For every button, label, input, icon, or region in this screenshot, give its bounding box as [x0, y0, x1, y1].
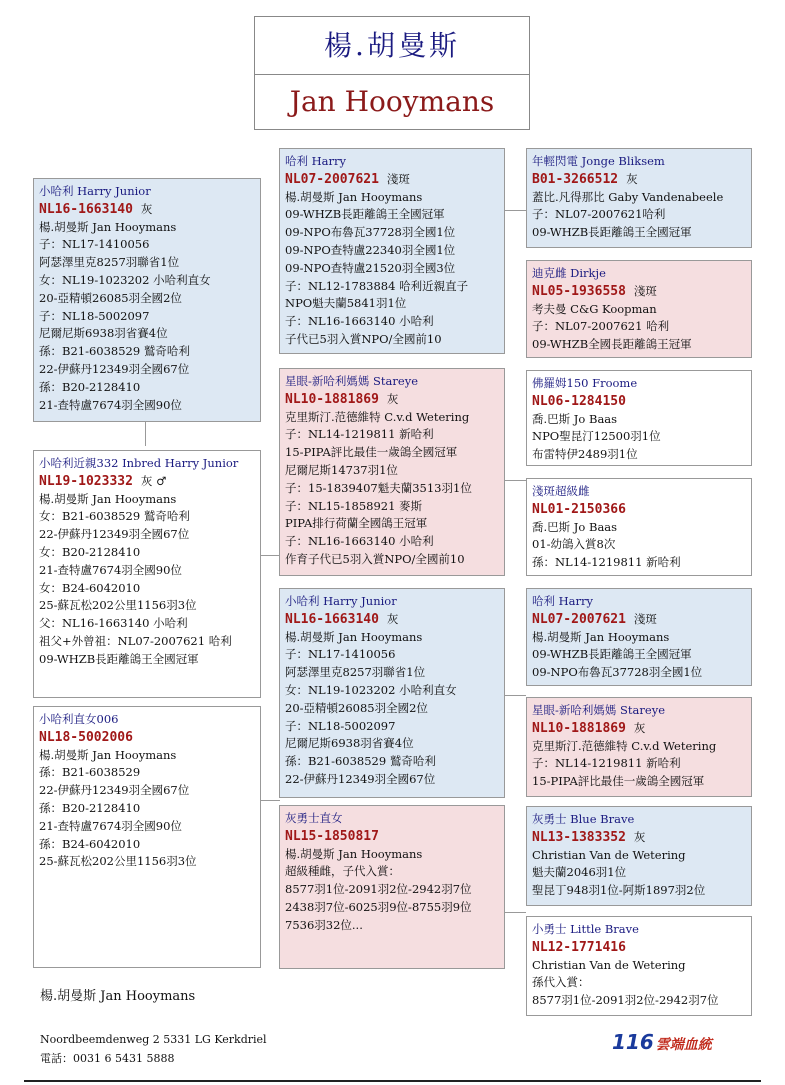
pedigree-card [33, 450, 261, 698]
card-detail-line: 子：NL12-1783884 哈利近親直子 [285, 278, 469, 293]
pedigree-card [526, 916, 752, 1016]
card-detail-line: 子：NL18-5002097 [39, 308, 150, 323]
bird-name: 星眼-新哈利媽媽 Stareye [285, 374, 419, 388]
connector-line [504, 912, 526, 913]
card-detail-line: NPO聖昆汀12500羽1位 [532, 429, 661, 444]
card-detail-line: 女：B20-2128410 [39, 544, 141, 559]
card-detail-line: 楊.胡曼斯 Jan Hooymans [532, 629, 670, 644]
card-detail-line: 子代已5羽入賞NPO/全國前10 [285, 331, 442, 346]
pedigree-card [279, 148, 505, 354]
card-detail-line: 子：NL17-1410056 [285, 647, 396, 662]
ring-number: NL15-1850817 [285, 828, 379, 844]
pedigree-card [526, 806, 752, 906]
address: Noordbeemdenweg 2 5331 LG Kerkdriel [40, 1033, 267, 1046]
card-detail-line: Christian Van de Wetering [532, 847, 686, 862]
bird-name: 年輕閃電 Jonge Bliksem [532, 154, 665, 168]
plumage-color: 灰 [626, 171, 638, 186]
ring-number: NL13-1383352 [532, 829, 626, 845]
bird-name: 小哈利直女006 [39, 712, 119, 726]
card-detail-line: 子：NL18-5002097 [285, 718, 396, 733]
pedigree-card [526, 148, 752, 248]
card-detail-line: 子：NL16-1663140 小哈利 [285, 534, 434, 549]
card-detail-line: 09-WHZB長距離鴿王全國冠軍 [532, 647, 692, 662]
plumage-color: 灰 [633, 829, 646, 844]
plumage-color: 灰 [140, 201, 153, 216]
bird-name: 星眼-新哈利媽媽 Stareye [532, 703, 666, 717]
card-detail-line: 22-伊蘇丹12349羽全國67位 [39, 361, 190, 376]
pedigree-card [279, 368, 505, 576]
ring-number: NL06-1284150 [532, 393, 626, 409]
ring-number: NL10-1881869 [532, 720, 626, 736]
card-detail-line: 楊.胡曼斯 Jan Hooymans [285, 629, 423, 644]
bird-name: 哈利 Harry [285, 154, 347, 168]
owner-name: 楊.胡曼斯 Jan Hooymans [40, 989, 196, 1004]
card-detail-line: 聖昆丁948羽1位-阿斯1897羽2位 [532, 883, 706, 898]
pedigree-card [526, 697, 752, 797]
bird-name: 淺斑超級雌 [532, 484, 590, 498]
card-detail-line: 21-查特盧7674羽全國90位 [39, 562, 182, 577]
logo-number: 116 [612, 1030, 654, 1054]
pedigree-card [279, 805, 505, 969]
card-detail-line: 魁夫蘭2046羽1位 [532, 865, 627, 880]
card-detail-line: 尼爾尼斯14737羽1位 [285, 462, 398, 477]
card-detail-line: 子：NL15-1858921 麥斯 [285, 498, 423, 513]
pedigree-card [526, 260, 752, 358]
card-detail-line: 楊.胡曼斯 Jan Hooymans [39, 747, 177, 762]
card-detail-line: 蓋比.凡得那比 Gaby Vandenabeele [532, 189, 724, 204]
connector-line [504, 480, 526, 481]
card-detail-line: 15-PIPA評比最佳一歲鴿全國冠軍 [532, 774, 705, 789]
card-detail-line: 09-WHZB長距離鴿王全國冠軍 [532, 225, 692, 240]
pedigree-card [279, 588, 505, 798]
card-detail-line: 8577羽1位-2091羽2位-2942羽7位 [285, 882, 472, 897]
ring-number: NL12-1771416 [532, 939, 626, 955]
ring-number: NL18-5002006 [39, 729, 133, 745]
card-detail-line: 布雷特伊2489羽1位 [532, 447, 638, 462]
card-detail-line: 01-幼鴿入賞8次 [532, 537, 616, 552]
ring-number: NL10-1881869 [285, 391, 379, 407]
card-detail-line: 子：NL16-1663140 小哈利 [285, 314, 434, 329]
card-detail-line: 尼爾尼斯6938羽省賽4位 [285, 736, 414, 751]
pedigree-card [33, 706, 261, 968]
bird-name: 灰勇士直女 [285, 811, 343, 825]
logo-text: 雲端血統 [655, 1037, 712, 1053]
ring-number: NL07-2007621 [532, 611, 626, 627]
connector-line [145, 418, 146, 446]
card-detail-line: 2438羽7位-6025羽9位-8755羽9位 [285, 899, 472, 914]
card-detail-line: 09-WHZB長距離鴿王全國冠軍 [285, 207, 445, 222]
card-detail-line: 祖父+外曾祖：NL07-2007621 哈利 [39, 633, 232, 648]
card-detail-line: 8577羽1位-2091羽2位-2942羽7位 [532, 993, 719, 1008]
plumage-color: 淺斑 [633, 611, 657, 626]
phone: 電話：0031 6 5431 5888 [40, 1052, 175, 1065]
title-box [254, 16, 530, 130]
card-detail-line: 子：NL14-1219811 新哈利 [532, 756, 681, 771]
card-detail-line: 孫：B21-6038529 鷲奇哈利 [285, 754, 436, 769]
card-detail-line: 子：NL07-2007621 哈利 [532, 319, 670, 334]
card-detail-line: 楊.胡曼斯 Jan Hooymans [285, 189, 423, 204]
card-detail-line: 20-亞精頓26085羽全國2位 [285, 700, 428, 715]
connector-line [260, 555, 280, 556]
card-detail-line: 喬.巴斯 Jo Baas [532, 411, 618, 426]
connector-line [504, 695, 526, 696]
card-detail-line: 22-伊蘇丹12349羽全國67位 [39, 783, 190, 798]
pedigree-card [33, 178, 261, 422]
ring-number: NL07-2007621 [285, 171, 379, 187]
logo [612, 1030, 712, 1054]
ring-number: NL19-1023332 [39, 473, 133, 489]
card-detail-line: 超級種雌，子代入賞： [285, 864, 400, 879]
card-detail-line: 25-蘇瓦松202公里1156羽3位 [39, 598, 197, 613]
card-detail-line: 女：B21-6038529 鷲奇哈利 [39, 509, 190, 524]
bird-name: 迪克雌 Dirkje [532, 266, 606, 280]
card-detail-line: 09-NPO查特盧22340羽全國1位 [285, 242, 456, 257]
bird-name: 小哈利 Harry Junior [285, 594, 397, 608]
card-detail-line: 子：NL17-1410056 [39, 237, 150, 252]
card-detail-line: 作育子代已5羽入賞NPO/全國前10 [285, 551, 465, 566]
card-detail-line: 09-NPO布魯瓦37728羽全國1位 [285, 225, 456, 240]
card-detail-line: 父：NL16-1663140 小哈利 [39, 616, 188, 631]
card-detail-line: 7536羽32位... [285, 917, 363, 932]
card-detail-line: 孫：B21-6038529 鷲奇哈利 [39, 344, 190, 359]
card-detail-line: 楊.胡曼斯 Jan Hooymans [285, 846, 423, 861]
plumage-color: 灰 [386, 611, 399, 626]
card-detail-line: 子：NL14-1219811 新哈利 [285, 427, 434, 442]
bird-name: 小勇士 Little Brave [532, 922, 639, 936]
card-detail-line: 孫：B20-2128410 [39, 800, 141, 815]
pedigree-card [526, 370, 752, 466]
card-detail-line: 22-伊蘇丹12349羽全國67位 [285, 771, 436, 786]
card-detail-line: 女：NL19-1023202 小哈利直女 [285, 682, 457, 697]
card-detail-line: 孫：NL14-1219811 新哈利 [532, 555, 681, 570]
card-detail-line: PIPA排行荷蘭全國鴿王冠軍 [285, 516, 428, 531]
card-detail-line: 考夫曼 C&G Koopman [532, 301, 657, 316]
card-detail-line: 子：15-1839407魁夫蘭3513羽1位 [285, 480, 472, 495]
plumage-color: 灰 [386, 391, 399, 406]
card-detail-line: 孫：B24-6042010 [39, 836, 141, 851]
ring-number: NL05-1936558 [532, 283, 626, 299]
plumage-color: 淺斑 [633, 283, 657, 298]
card-detail-line: 09-WHZB長距離鴿王全國冠軍 [39, 651, 199, 666]
card-detail-line: NPO魁夫蘭5841羽1位 [285, 296, 407, 311]
card-detail-line: 楊.胡曼斯 Jan Hooymans [39, 219, 177, 234]
card-detail-line: 21-查特盧7674羽全國90位 [39, 397, 182, 412]
bird-name: 小哈利 Harry Junior [39, 184, 151, 198]
card-detail-line: 子：NL07-2007621哈利 [532, 207, 666, 222]
card-detail-line: 09-NPO查特盧21520羽全國3位 [285, 260, 456, 275]
title-english: Jan Hooymans [289, 85, 495, 118]
plumage-color: 灰 ♂ [140, 473, 167, 488]
card-detail-line: 孫：B20-2128410 [39, 379, 141, 394]
card-detail-line: 尼爾尼斯6938羽省賽4位 [39, 326, 168, 341]
card-detail-line: 22-伊蘇丹12349羽全國67位 [39, 527, 190, 542]
card-detail-line: 阿瑟澤里克8257羽聯省1位 [285, 665, 426, 680]
title-chinese: 楊.胡曼斯 [255, 17, 529, 75]
pedigree-card [526, 478, 752, 576]
bird-name: 小哈利近親332 Inbred Harry Junior [39, 456, 239, 470]
plumage-color: 淺斑 [386, 171, 410, 186]
card-detail-line: 孫：B21-6038529 [39, 765, 141, 780]
card-detail-line: 孫代入賞： [532, 975, 590, 990]
ring-number: NL16-1663140 [285, 611, 379, 627]
bird-name: 哈利 Harry [532, 594, 594, 608]
plumage-color: 灰 [633, 720, 646, 735]
bottom-rule [24, 1080, 761, 1082]
ring-number: NL16-1663140 [39, 201, 133, 217]
card-detail-line: 女：NL19-1023202 小哈利直女 [39, 272, 211, 287]
ring-number: NL01-2150366 [532, 501, 626, 517]
card-detail-line: 15-PIPA評比最佳一歲鴿全國冠軍 [285, 445, 458, 460]
card-detail-line: Christian Van de Wetering [532, 957, 686, 972]
connector-line [260, 800, 280, 801]
card-detail-line: 克里斯汀.范德維特 C.v.d Wetering [532, 738, 717, 753]
card-detail-line: 喬.巴斯 Jo Baas [532, 519, 618, 534]
card-detail-line: 25-蘇瓦松202公里1156羽3位 [39, 854, 197, 869]
card-detail-line: 阿瑟澤里克8257羽聯省1位 [39, 255, 180, 270]
card-detail-line: 09-NPO布魯瓦37728羽全國1位 [532, 665, 703, 680]
connector-line [504, 210, 526, 211]
card-detail-line: 21-查特盧7674羽全國90位 [39, 818, 182, 833]
ring-number: B01-3266512 [532, 171, 619, 187]
card-detail-line: 女：B24-6042010 [39, 580, 141, 595]
card-detail-line: 09-WHZB全國長距離鴿王冠軍 [532, 337, 692, 352]
pedigree-card [526, 588, 752, 686]
bird-name: 佛羅姆150 Froome [532, 376, 638, 390]
card-detail-line: 克里斯汀.范德維特 C.v.d Wetering [285, 409, 470, 424]
bird-name: 灰勇士 Blue Brave [532, 812, 635, 826]
card-detail-line: 楊.胡曼斯 Jan Hooymans [39, 491, 177, 506]
card-detail-line: 20-亞精頓26085羽全國2位 [39, 290, 182, 305]
